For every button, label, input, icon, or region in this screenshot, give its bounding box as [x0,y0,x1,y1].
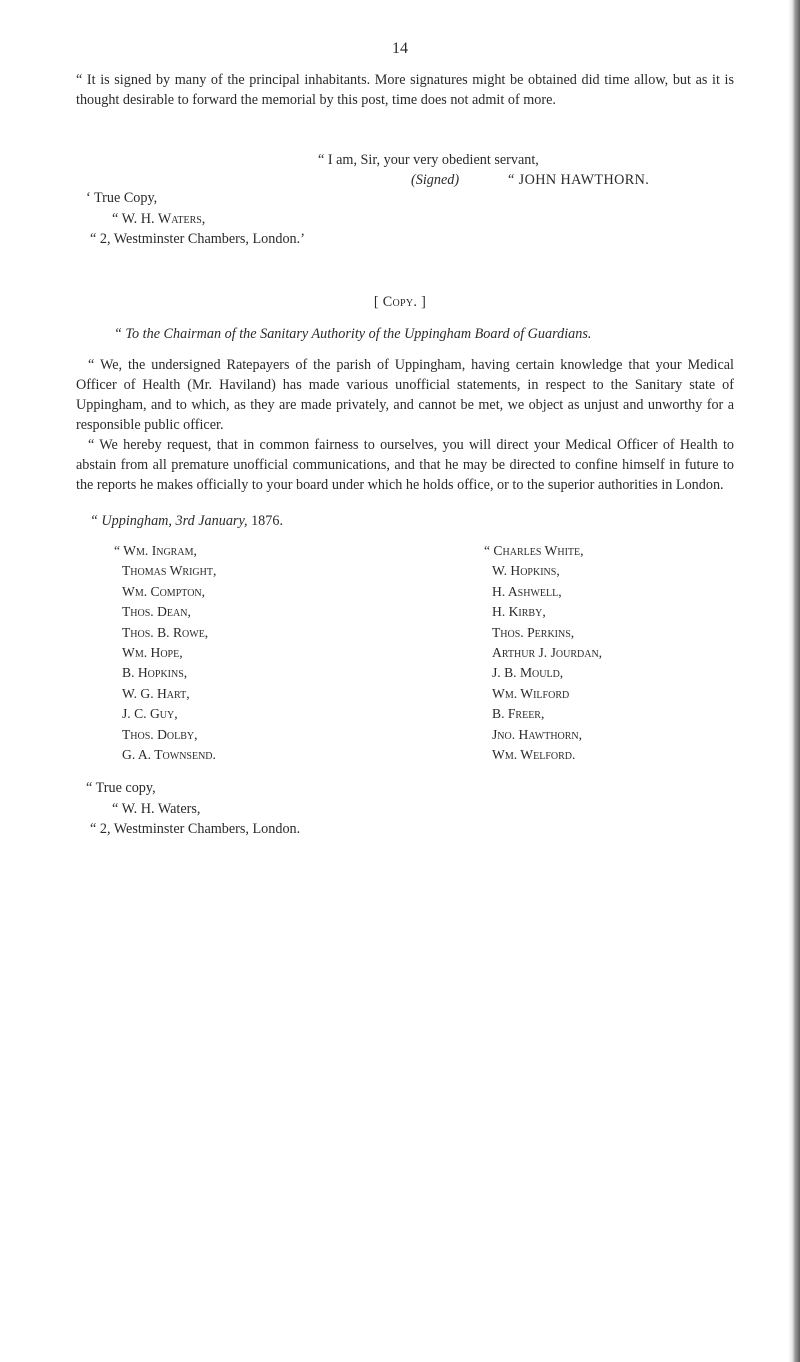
signature: Thos. Perkins, [492,624,575,640]
letter-paragraph: “ It is signed by many of the principal inhabitants. More signatures might be obtained did time allow, but as it is thought desirable to forward the memorial by this post, time does not admit of more. [76,72,734,108]
memorial-paragraph-2: “ We hereby request, that in common fairness to ourselves, you will direct your Medical Officer of Health to abstain from all premature unofficial communications, and that he may be directed to confine himself in future to the reports he makes officially to your board under which he holds office, or to the superior authorities in London. [76,437,734,493]
signature: H. Ashwell, [492,583,562,599]
signature: Thomas Wright, [122,563,217,579]
signature: Wm. Compton, [122,583,206,599]
memorial-addressee: “ To the Chairman of the Sanitary Authority of the Uppingham Board of Guardians. [114,326,592,342]
signature: W. G. Hart, [122,685,190,701]
signed-label [411,170,459,190]
letter-signatory: “ JOHN HAWTHORN. [508,172,650,188]
signatures-left [114,541,216,765]
footer-copier: “ W. H. Waters, [112,801,201,817]
signature: Jno. Hawthorn, [492,726,583,742]
page-edge-shadow [788,0,800,1362]
footer-true-copy: “ True copy, [86,780,156,796]
copier-name: “ W. H. Waters, [112,211,206,227]
memorial-date-year: 1876. [251,513,283,529]
signature: J. B. Mould, [492,665,564,681]
signature: Wm. Hope, [122,645,183,661]
copier-address: “ 2, Westminster Chambers, London.’ [90,231,305,247]
signature: W. Hopkins, [492,563,560,579]
signature: Wm. Wilford [492,685,570,701]
signature: B. Hopkins, [122,665,188,681]
signature: H. Kirby, [492,604,546,620]
signature: Thos. Dean, [122,604,191,620]
signed-label-text: (Signed) [411,172,460,188]
letter-closing: “ I am, Sir, your very obedient servant, [318,152,539,168]
memorial-date [90,511,283,531]
signature: J. C. Guy, [122,706,178,722]
page-number: 14 [392,40,408,57]
signature: Thos. Dolby, [122,726,198,742]
memorial-paragraph-1: “ We, the undersigned Ratepayers of the parish of Uppingham, having certain knowledge that your Medical Officer of Health (Mr. Haviland) has made various unofficial statements, in respect to the Sanitary state of Uppingham, and to which, as they are made privately, and cannot be met, we object as unjust and unworthy for a responsible public officer. [76,357,734,433]
memorial-date-place: “ Uppingham, 3rd January, [90,513,248,529]
signatures-right [484,541,602,765]
signature: Wm. Welford. [492,747,576,763]
signature: Thos. B. Rowe, [122,624,209,640]
footer-address: “ 2, Westminster Chambers, London. [90,821,301,837]
true-copy-label: ‘ True Copy, [86,190,158,206]
signature: “ Wm. Ingram, [114,543,197,558]
signature: “ Charles White, [484,543,584,558]
signature: Arthur J. Jourdan, [492,645,603,661]
signature: G. A. Townsend. [122,747,216,763]
copy-heading: [ Copy. ] [373,294,427,310]
signature: B. Freer, [492,706,545,722]
